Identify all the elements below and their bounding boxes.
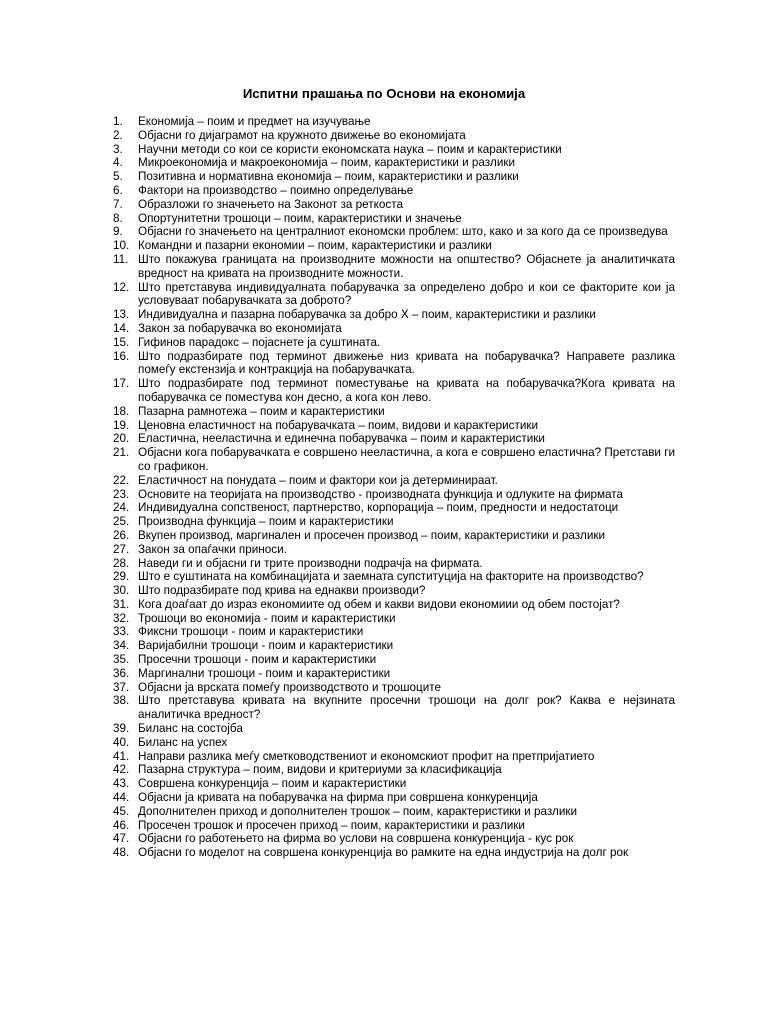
question-item: [113, 253, 675, 281]
question-number: 28.: [113, 556, 130, 570]
question-number: 12.: [113, 280, 130, 294]
question-text: Објасни кога побарувачката е совршено нееластична, а кога е совршено еластична? Претстави ги со графикон.: [138, 446, 675, 473]
question-text: Микроекономија и макроекономија – поим, карактеристики и разлики: [138, 156, 515, 170]
question-item: [113, 143, 675, 157]
question-number: 47.: [113, 832, 130, 846]
question-number: 45.: [113, 804, 130, 818]
question-item: [113, 763, 675, 777]
question-text: Што подразбирате под терминот поместување на кривата на побарувачка?Кога кривата на побарувачка се поместува кон десно, а кога кон лево.: [138, 377, 675, 404]
question-text: Основите на теоријата на производство - производната функција и одлуките на фирмата: [138, 487, 624, 501]
question-item: [113, 777, 675, 791]
question-item: [113, 432, 675, 446]
question-item: [113, 501, 675, 515]
question-number: 30.: [113, 584, 130, 598]
question-item: [113, 156, 675, 170]
question-text: Трошоци во економија - поим и карактеристики: [138, 611, 396, 625]
question-number: 40.: [113, 735, 130, 749]
question-text: Еластичност на понудата – поим и фактори кои ја детерминираат.: [138, 473, 498, 487]
question-item: [113, 419, 675, 433]
question-number: 22.: [113, 473, 130, 487]
question-item: [113, 625, 675, 639]
question-item: [113, 667, 675, 681]
question-number: 3.: [113, 142, 123, 156]
question-text: Фактори на производство – поимно определување: [138, 183, 414, 197]
question-item: [113, 722, 675, 736]
question-text: Индивидуална сопственост, партнерство, корпорација – поим, предности и недостатоци: [138, 501, 619, 515]
question-text: Производна функција – поим и карактеристики: [138, 515, 394, 529]
question-number: 33.: [113, 625, 130, 639]
question-item: [113, 750, 675, 764]
question-number: 43.: [113, 777, 130, 791]
question-text: Закон за опаѓачки приноси.: [138, 542, 287, 556]
question-number: 20.: [113, 432, 130, 446]
question-number: 17.: [113, 377, 130, 391]
question-number: 37.: [113, 680, 130, 694]
question-item: [113, 846, 675, 860]
question-item: [113, 515, 675, 529]
question-text: Индивидуална и пазарна побарувачка за добро X – поим, карактеристики и разлики: [138, 308, 596, 322]
question-number: 9.: [113, 225, 123, 239]
question-item: [113, 350, 675, 378]
question-number: 48.: [113, 846, 130, 860]
question-number: 18.: [113, 404, 130, 418]
question-text: Објасни го моделот на совршена конкуренција во рамките на една индустрија на долг рок: [138, 846, 629, 860]
question-item: [113, 405, 675, 419]
question-number: 1.: [113, 115, 123, 128]
question-item: [113, 336, 675, 350]
question-number: 13.: [113, 308, 130, 322]
question-item: [113, 198, 675, 212]
question-item: [113, 832, 675, 846]
question-number: 36.: [113, 666, 130, 680]
question-item: [113, 129, 675, 143]
question-text: Варијабилни трошоци - поим и карактеристики: [138, 639, 394, 653]
question-text: Позитивна и нормативна економија – поим, карактеристики и разлики: [138, 170, 519, 184]
question-text: Наведи ги и објасни ги трите производни подрачја на фирмата.: [138, 556, 483, 570]
question-item: [113, 184, 675, 198]
question-text: Биланс на состојба: [138, 722, 243, 736]
question-text: Економија – поим и предмет на изучување: [138, 115, 371, 128]
question-text: Пазарна рамнотежа – поим и карактеристики: [138, 404, 385, 418]
question-number: 34.: [113, 639, 130, 653]
question-number: 15.: [113, 335, 130, 349]
question-item: [113, 736, 675, 750]
question-text: Направи разлика меѓу сметководствениот и економскиот профит на претпријатието: [138, 749, 595, 763]
question-item: [113, 239, 675, 253]
question-item: [113, 308, 675, 322]
question-text: Фиксни трошоци - поим и карактеристики: [138, 625, 364, 639]
question-text: Гифинов парадокс – појаснете ја суштината.: [138, 335, 381, 349]
question-text: Маргинални трошоци - поим и карактеристики: [138, 666, 391, 680]
question-text: Вкупен производ, маргинален и просечен производ – поим, карактеристики и разлики: [138, 528, 605, 542]
question-item: [113, 639, 675, 653]
question-number: 5.: [113, 170, 123, 184]
question-number: 14.: [113, 321, 130, 335]
question-item: [113, 115, 675, 129]
question-number: 7.: [113, 197, 123, 211]
question-item: [113, 598, 675, 612]
question-text: Објасни ја врската помеѓу производството и трошоците: [138, 680, 441, 694]
question-number: 41.: [113, 749, 130, 763]
question-number: 10.: [113, 239, 130, 253]
question-text: Објасни ја кривата на побарувачка на фирма при совршена конкуренција: [138, 791, 538, 805]
question-number: 42.: [113, 763, 130, 777]
question-text: Закон за побарувачка во економијата: [138, 321, 342, 335]
question-item: [113, 612, 675, 626]
question-item: [113, 377, 675, 405]
question-number: 35.: [113, 653, 130, 667]
question-number: 27.: [113, 542, 130, 556]
question-text: Објасни го значењето на централниот економски проблем: што, како и за кого да се произведува: [138, 225, 668, 239]
question-number: 23.: [113, 487, 130, 501]
question-text: Што претставува кривата на вкупните просечни трошоци на долг рок? Каква е нејзината аналитичка вредност?: [138, 694, 675, 722]
question-item: [113, 488, 675, 502]
question-number: 26.: [113, 528, 130, 542]
question-item: [113, 805, 675, 819]
question-number: 39.: [113, 722, 130, 736]
question-item: [113, 681, 675, 695]
question-text: Што покажува границата на производните можности на општество? Објаснете ја аналитичката вредност на кривата на производните можности.: [138, 252, 675, 280]
question-text: Кога доаѓаат до израз економиите од обем и какви видови економиии од обем постојат?: [138, 597, 620, 611]
question-item: [113, 694, 675, 722]
question-number: 2.: [113, 128, 123, 142]
question-text: Просечен трошок и просечен приход – поим, карактеристики и разлики: [138, 818, 525, 832]
question-item: [113, 570, 675, 584]
question-item: [113, 584, 675, 598]
question-text: Образложи го значењето на Законот за реткоста: [138, 197, 403, 211]
question-item: [113, 281, 675, 309]
question-item: [113, 529, 675, 543]
question-number: 11.: [113, 252, 129, 266]
question-item: [113, 225, 675, 239]
question-text: Што подразбирате под терминот движење низ кривата на побарувачка? Направете разлика помеѓу екстензија и контракција на побарувачката.: [138, 349, 675, 377]
question-item: [113, 170, 675, 184]
question-number: 38.: [113, 694, 130, 708]
question-item: [113, 322, 675, 336]
question-number: 31.: [113, 597, 130, 611]
question-number: 46.: [113, 818, 130, 832]
question-number: 19.: [113, 418, 130, 432]
question-text: Што претставува индивидуалната побарувачка за определено добро и кои се факторите кои ја условуваат побарувачката за доброто?: [138, 280, 675, 308]
question-item: [113, 446, 675, 474]
question-item: [113, 474, 675, 488]
question-number: 21.: [113, 446, 130, 460]
question-number: 25.: [113, 515, 130, 529]
question-text: Совршена конкуренција – поим и карактеристики: [138, 777, 407, 791]
question-number: 16.: [113, 349, 130, 363]
question-text: Научни методи со кои се користи економската наука – поим и карактеристики: [138, 142, 562, 156]
question-text: Опортунитетни трошоци – поим, карактеристики и значење: [138, 211, 462, 225]
question-text: Просечни трошоци - поим и карактеристики: [138, 653, 377, 667]
question-number: 29.: [113, 570, 130, 584]
question-item: [113, 819, 675, 833]
question-text: Командни и пазарни економии – поим, карактеристики и разлики: [138, 239, 492, 253]
question-text: Објасни го работењето на фирма во услови на совршена конкуренција - кус рок: [138, 832, 574, 846]
document-title: Испитни прашања по Основи на економија: [242, 86, 526, 101]
question-item: [113, 557, 675, 571]
question-text: Што е суштината на комбинацијата и заемната супституција на факторите на производство?: [138, 570, 644, 584]
question-text: Еластична, нееластична и единечна побарувачка – поим и карактеристики: [138, 432, 545, 446]
question-number: 4.: [113, 156, 123, 170]
question-text: Пазарна структура – поим, видови и критериуми за класификација: [138, 763, 502, 777]
question-number: 24.: [113, 501, 130, 515]
question-list: [113, 115, 675, 860]
question-item: [113, 212, 675, 226]
question-text: Што подразбирате под крива на еднакви производи?: [138, 584, 426, 598]
question-number: 6.: [113, 183, 123, 197]
question-number: 8.: [113, 211, 123, 225]
question-number: 44.: [113, 791, 130, 805]
question-item: [113, 653, 675, 667]
question-text: Ценовна еластичност на побарувачката – поим, видови и карактеристики: [138, 418, 538, 432]
question-item: [113, 791, 675, 805]
question-text: Биланс на успех: [138, 735, 228, 749]
question-text: Дополнителен приход и дополнителен трошок – поим, карактеристики и разлики: [138, 804, 578, 818]
question-text: Објасни го дијаграмот на кружното движење во економијата: [138, 128, 466, 142]
question-number: 32.: [113, 611, 130, 625]
question-item: [113, 543, 675, 557]
